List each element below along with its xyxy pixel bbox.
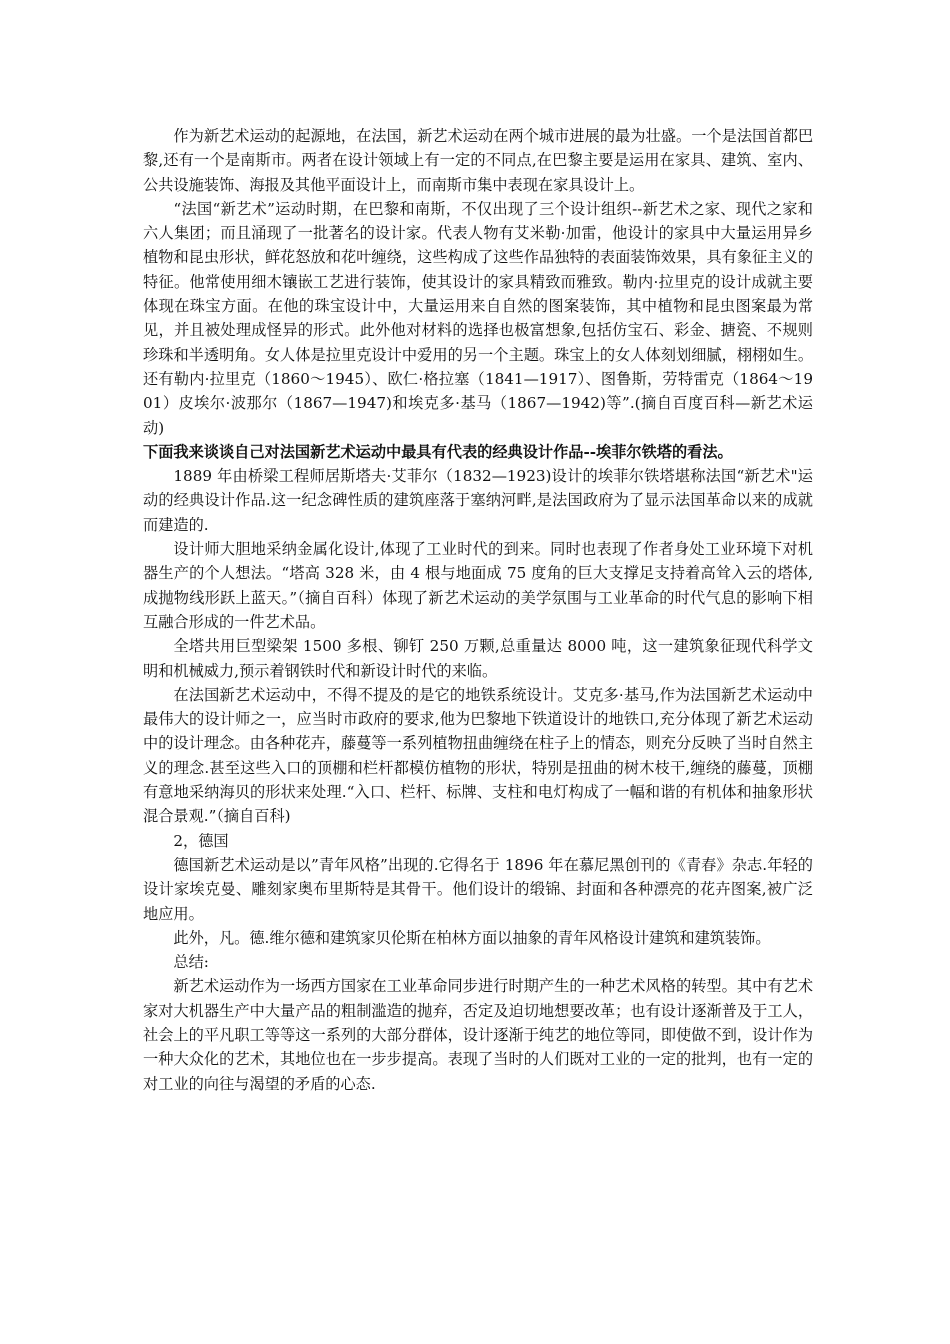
paragraph-germany-jugendstil: 德国新艺术运动是以”青年风格”出现的.它得名于 1896 年在慕尼黑创刊的《青春》杂志.年轻的设计家埃克曼、雕刻家奥布里斯特是其骨干。他们设计的缎锦、封面和各种漂亮的花卉图案,被广泛地应用。: [143, 855, 813, 923]
section-heading-germany: 2，德国: [173, 831, 229, 850]
paragraph-eiffel-materials: 全塔共用巨型梁架 1500 多根、铆钉 250 万颗,总重量达 8000 吨，这一建筑象征现代科学文明和机械威力,预示着钢铁时代和新设计时代的来临。: [143, 637, 813, 680]
paragraph-metro-design: 在法国新艺术运动中，不得不提及的是它的地铁系统设计。艾克多·基马,作为法国新艺术运动中最伟大的设计师之一，应当时市政府的要求,他为巴黎地下铁道设计的地铁口,充分体现了新艺术运动中的设计理念。由各种花卉，藤蔓等一系列植物扭曲缠绕在柱子上的情态，则充分反映了当时自然主义的理念.甚至这些入口的顶棚和栏杆都模仿植物的形状，特别是扭曲的树木枝干,缠绕的藤蔓，顶棚有意地采纳海贝的形状来处理.“入口、栏杆、标牌、支柱和电灯构成了一幅和谐的有机体和抽象形状混合景观.”（摘自百科): [143, 685, 813, 826]
section-heading-summary: 总结:: [173, 953, 209, 972]
paragraph-eiffel-intro: 1889 年由桥梁工程师居斯塔夫·艾菲尔（1832—1923)设计的埃菲尔铁塔堪称法国“新艺术"运动的经典设计作品.这一纪念碑性质的建筑座落于塞纳河畔,是法国政府为了显示法国革命以来的成就而建造的.: [143, 467, 813, 534]
paragraph-germany-berlin: 此外，凡。德.维尔德和建筑家贝伦斯在柏林方面以抽象的青年风格设计建筑和建筑装饰。: [173, 928, 771, 947]
paragraph-eiffel-heading: 下面我来谈谈自己对法国新艺术运动中最具有代表的经典设计作品--埃菲尔铁塔的看法。: [143, 442, 733, 461]
document-page: [143, 124, 813, 1096]
paragraph-paris-nancy: 作为新艺术运动的起源地，在法国，新艺术运动在两个城市进展的最为壮盛。一个是法国首都巴黎,还有一个是南斯市。两者在设计领域上有一定的不同点,在巴黎主要是运用在家具、建筑、室内、公共设施装饰、海报及其他平面设计上，而南斯市集中表现在家具设计上。: [143, 127, 813, 194]
paragraph-designers-quote: “法国“新艺术”运动时期，在巴黎和南斯，不仅出现了三个设计组织--新艺术之家、现代之家和六人集团；而且涌现了一批著名的设计家。代表人物有艾米勒·加雷，他设计的家具中大量运用异乡植物和昆虫形状，鲜花怒放和花叶缠绕，这些构成了这些作品独特的表面装饰效果，具有象征主义的特征。他常使用细木镶嵌工艺进行装饰，使其设计的家具精致而雅致。勒内·拉里克的设计成就主要体现在珠宝方面。在他的珠宝设计中，大量运用来自自然的图案装饰，其中植物和昆虫图案最为常见，并且被处理成怪异的形式。此外他对材料的选择也极富想象,包括仿宝石、彩金、搪瓷、不规则珍珠和半透明角。女人体是拉里克设计中爱用的另一个主题。珠宝上的女人体刻划细腻，栩栩如生。还有勒内·拉里克（1860～1945）、欧仁·格拉塞（1841—1917）、图鲁斯，劳特雷克（1864～1901）皮埃尔·波那尔（1867—1947)和埃克多·基马（1867—1942)等”.(摘自百度百科—新艺术运动): [143, 199, 813, 437]
paragraph-summary: 新艺术运动作为一场西方国家在工业革命同步进行时期产生的一种艺术风格的转型。其中有艺术家对大机器生产中大量产品的粗制滥造的抛弃，否定及迫切地想要改革；也有设计逐渐普及于工人，社会上的平凡职工等等这一系列的大部分群体，设计逐渐于纯艺的地位等同，即使做不到，设计作为一种大众化的艺术，其地位也在一步步提高。表现了当时的人们既对工业的一定的批判，也有一定的对工业的向往与渴望的矛盾的心态.: [143, 977, 813, 1093]
paragraph-eiffel-design: 设计师大胆地采纳金属化设计,体现了工业时代的到来。同时也表现了作者身处工业环境下对机器生产的个人想法。“塔高 328 米，由 4 根与地面成 75 度角的巨大支撑足支持着高耸入云的塔体,成抛物线形跃上蓝天。”（摘自百科）体现了新艺术运动的美学氛围与工业革命的时代气息的影响下相互融合形成的一件艺术品。: [143, 540, 813, 631]
